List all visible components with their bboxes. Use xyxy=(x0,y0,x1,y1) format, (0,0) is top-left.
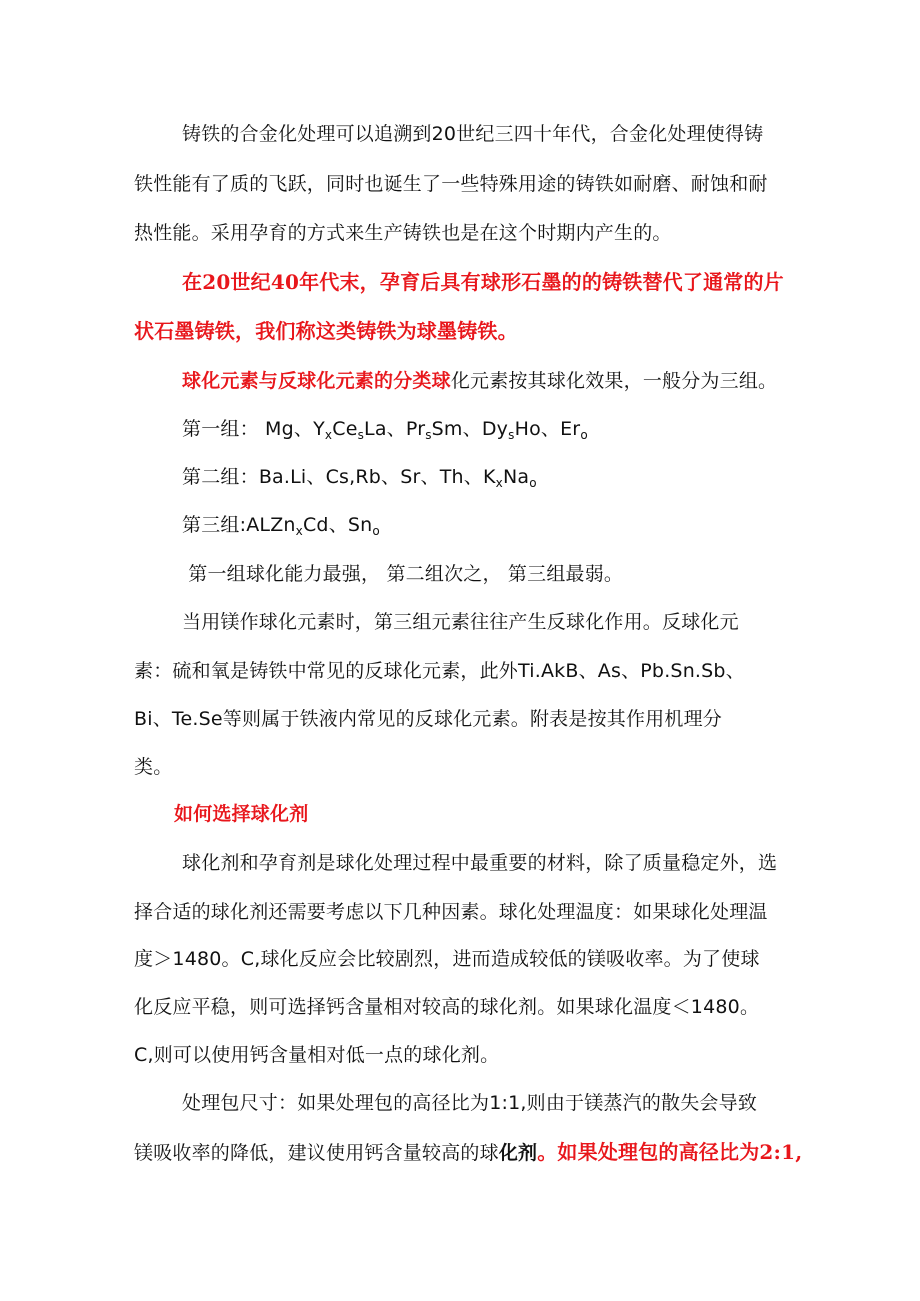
section-heading: 如何选择球化剂 xyxy=(174,803,309,825)
classification-heading-text: 球化元素与反球化元素的分类球 xyxy=(182,370,451,392)
paragraph-7-line-2 xyxy=(134,1139,802,1166)
group-2-text-a: Ba.Li、Cs,Rb、Sr、Th、K xyxy=(258,466,496,488)
group-3-text-b: Cd、Sn xyxy=(302,514,373,536)
paragraph-5-line-4: 类。 xyxy=(134,756,173,778)
paragraph-5-line-1: 当用镁作球化元素时，第三组元素往往产生反球化作用。反球化元 xyxy=(182,611,739,633)
group-2-text-b: Na xyxy=(502,466,530,488)
group-1-sub-5: o xyxy=(580,428,588,442)
group-1-sub-3: s xyxy=(425,428,432,442)
paragraph-3 xyxy=(182,368,777,394)
group-2-sub-2: o xyxy=(529,476,537,490)
classification-intro-text: 化元素按其球化效果，一般分为三组。 xyxy=(450,370,778,392)
group-1-text-a: Mg、Y xyxy=(258,418,325,440)
paragraph-2-line-1: 在20世纪40年代末，孕育后具有球形石墨的的铸铁替代了通常的片 xyxy=(182,270,784,294)
paragraph-7-line-2-red: 。如果处理包的高径比为2:1, xyxy=(537,1140,803,1164)
paragraph-7-line-2-plain: 镁吸收率的降低，建议使用钙含量较高的球 xyxy=(134,1142,499,1164)
group-3-text-a: :ALZn xyxy=(239,514,296,536)
paragraph-6-line-3: 度＞1480。C,球化反应会比较剧烈，进而造成较低的镁吸收率。为了使球 xyxy=(134,948,760,970)
paragraph-1-line-2: 铁性能有了质的飞跃，同时也诞生了一些特殊用途的铸铁如耐磨、耐蚀和耐 xyxy=(134,173,768,195)
paragraph-1-line-3: 热性能。采用孕育的方式来生产铸铁也是在这个时期内产生的。 xyxy=(134,222,672,244)
paragraph-6-line-5: C,则可以使用钙含量相对低一点的球化剂。 xyxy=(134,1044,500,1066)
group-1-sub-2: s xyxy=(357,428,365,442)
paragraph-5-line-2: 素：硫和氧是铸铁中常见的反球化元素，此外Ti.AkB、As、Pb.Sn.Sb、 xyxy=(134,660,745,682)
paragraph-4: 第一组球化能力最强， 第二组次之， 第三组最弱。 xyxy=(182,563,624,585)
group-2-label: 第二组： xyxy=(182,466,259,488)
group-1-line xyxy=(182,416,588,442)
group-3-label: 第三组 xyxy=(182,514,240,536)
group-1-text-d: Sm、Dy xyxy=(431,418,509,440)
paragraph-5-line-3: Bi、Te.Se等则属于铁液内常见的反球化元素。附表是按其作用机理分 xyxy=(134,708,722,730)
paragraph-2-line-2: 状石墨铸铁，我们称这类铸铁为球墨铸铁。 xyxy=(134,319,518,343)
paragraph-1-line-1: 铸铁的合金化处理可以追溯到20世纪三四十年代，合金化处理使得铸 xyxy=(182,123,764,145)
group-3-line xyxy=(182,512,380,538)
paragraph-6-line-2: 择合适的球化剂还需要考虑以下几种因素。球化处理温度：如果球化处理温 xyxy=(134,901,768,923)
group-1-text-b: Ce xyxy=(332,418,358,440)
group-1-text-c: La、Pr xyxy=(364,418,426,440)
paragraph-7-line-1: 处理包尺寸：如果处理包的高径比为1:1,则由于镁蒸汽的散失会导致 xyxy=(182,1092,758,1114)
paragraph-6-line-4: 化反应平稳，则可选择钙含量相对较高的球化剂。如果球化温度＜1480。 xyxy=(134,996,760,1018)
group-2-sub-1: x xyxy=(495,476,503,490)
group-3-sub-2: o xyxy=(372,524,380,538)
paragraph-6-line-1: 球化剂和孕育剂是球化处理过程中最重要的材料，除了质量稳定外，选 xyxy=(182,852,778,874)
group-1-sub-1: x xyxy=(324,428,333,442)
group-2-line xyxy=(182,464,537,490)
group-1-text-e: Ho、Er xyxy=(514,418,581,440)
group-3-sub-1: x xyxy=(295,524,303,538)
paragraph-7-line-2-bold: 化剂 xyxy=(498,1142,538,1164)
group-1-label: 第一组： xyxy=(182,418,259,440)
group-1-sub-4: s xyxy=(508,428,515,442)
